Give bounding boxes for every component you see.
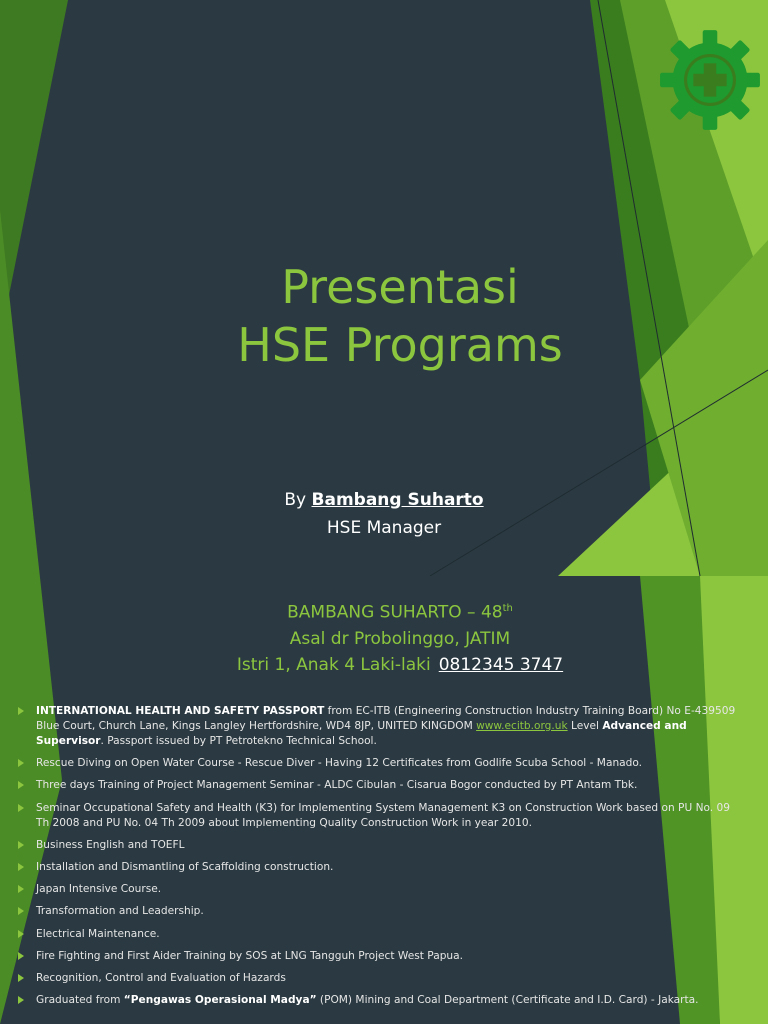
list-item-text: Fire Fighting and First Aider Training by SOS at LNG Tangguh Project West Papua.: [36, 949, 463, 962]
list-item: [18, 882, 746, 897]
triangle-arrow-icon: [18, 996, 24, 1004]
list-item: [18, 838, 746, 853]
list-item-bold: Advanced and Supervisor: [36, 720, 687, 747]
list-item-text: Three days Training of Project Management Seminar - ALDC Cibulan - Cisarua Bogor conducted by PT Antam Tbk.: [36, 779, 638, 792]
qualification-list: [18, 704, 746, 1015]
triangle-arrow-icon: [18, 907, 24, 915]
bio-family: Istri 1, Anak 4 Laki-laki: [236, 654, 431, 675]
title-line-1: Presentasi: [281, 260, 519, 314]
list-item: [18, 860, 746, 875]
list-item: [18, 778, 746, 793]
list-item: [18, 993, 746, 1008]
triangle-arrow-icon: [18, 759, 24, 767]
list-item-bold: “Pengawas Operasional Madya”: [123, 994, 317, 1007]
list-item: [18, 704, 746, 749]
author-name-link[interactable]: Bambang Suharto: [311, 490, 484, 510]
list-item-text: (POM) Mining and Coal Department (Certificate and I.D. Card) - Jakarta.: [316, 994, 699, 1007]
list-item-text: . Passport issued by PT Petrotekno Technical School.: [100, 735, 377, 747]
list-item-text: Recognition, Control and Evaluation of Hazards: [36, 971, 286, 984]
bio-age-suffix: th: [502, 603, 513, 614]
triangle-arrow-icon: [18, 781, 24, 789]
byline-author-line: [0, 486, 768, 514]
list-item-text: Installation and Dismantling of Scaffolding construction.: [36, 860, 334, 873]
list-item-text: Level: [567, 720, 603, 732]
phone-link[interactable]: 0812345 3747: [438, 654, 564, 675]
triangle-arrow-icon: [18, 930, 24, 938]
list-item-text: Transformation and Leadership.: [36, 905, 204, 918]
title-line-2: HSE Programs: [237, 318, 563, 372]
triangle-arrow-icon: [18, 974, 24, 982]
byline-prefix: By: [284, 490, 307, 510]
triangle-arrow-icon: [18, 707, 24, 715]
triangle-arrow-icon: [18, 863, 24, 871]
slide-title: [0, 258, 768, 374]
list-item-text: Business English and TOEFL: [36, 838, 185, 851]
bio-line-2: Asal dr Probolinggo, JATIM: [289, 628, 511, 649]
list-item: [18, 904, 746, 919]
list-item-text: Japan Intensive Course.: [36, 883, 162, 896]
list-item-text: Graduated from: [36, 994, 124, 1007]
triangle-arrow-icon: [18, 885, 24, 893]
list-item-text: Rescue Diving on Open Water Course - Rescue Diver - Having 12 Certificates from Godlife Scuba School - Manado.: [36, 757, 643, 770]
list-item: [18, 756, 746, 771]
byline-role: HSE Manager: [326, 518, 442, 538]
list-item: [18, 949, 746, 964]
list-item-bold: INTERNATIONAL HEALTH AND SAFETY PASSPORT: [36, 705, 325, 717]
triangle-arrow-icon: [18, 952, 24, 960]
gear-with-cross-icon: [658, 28, 762, 132]
list-item-text: from EC-ITB (Engineering Construction Industry Training Board) No E-439509 Blue Court, Church Lane, Kings Langley Hertfordshire, WD4 8JP, UNITED KINGDOM: [36, 705, 736, 732]
ecitb-link[interactable]: www.ecitb.org.uk: [476, 720, 568, 732]
list-item: [18, 927, 746, 942]
bio-line-3: [0, 652, 768, 678]
list-item-text: Seminar Occupational Safety and Health (K3) for Implementing System Management K3 on Construction Work based on PU No. 09 Th 2008 and PU No. 04 Th 2009 about Implementing Quality Construction Work in year 2010.: [36, 801, 730, 829]
triangle-arrow-icon: [18, 841, 24, 849]
bio-line-1: [0, 596, 768, 626]
triangle-arrow-icon: [18, 804, 24, 812]
byline: [0, 486, 768, 542]
list-item: [18, 971, 746, 986]
bio-name-age: BAMBANG SUHARTO – 48: [287, 602, 503, 623]
list-item-text: Electrical Maintenance.: [36, 927, 160, 940]
bio-block: [0, 596, 768, 678]
list-item: [18, 801, 746, 831]
